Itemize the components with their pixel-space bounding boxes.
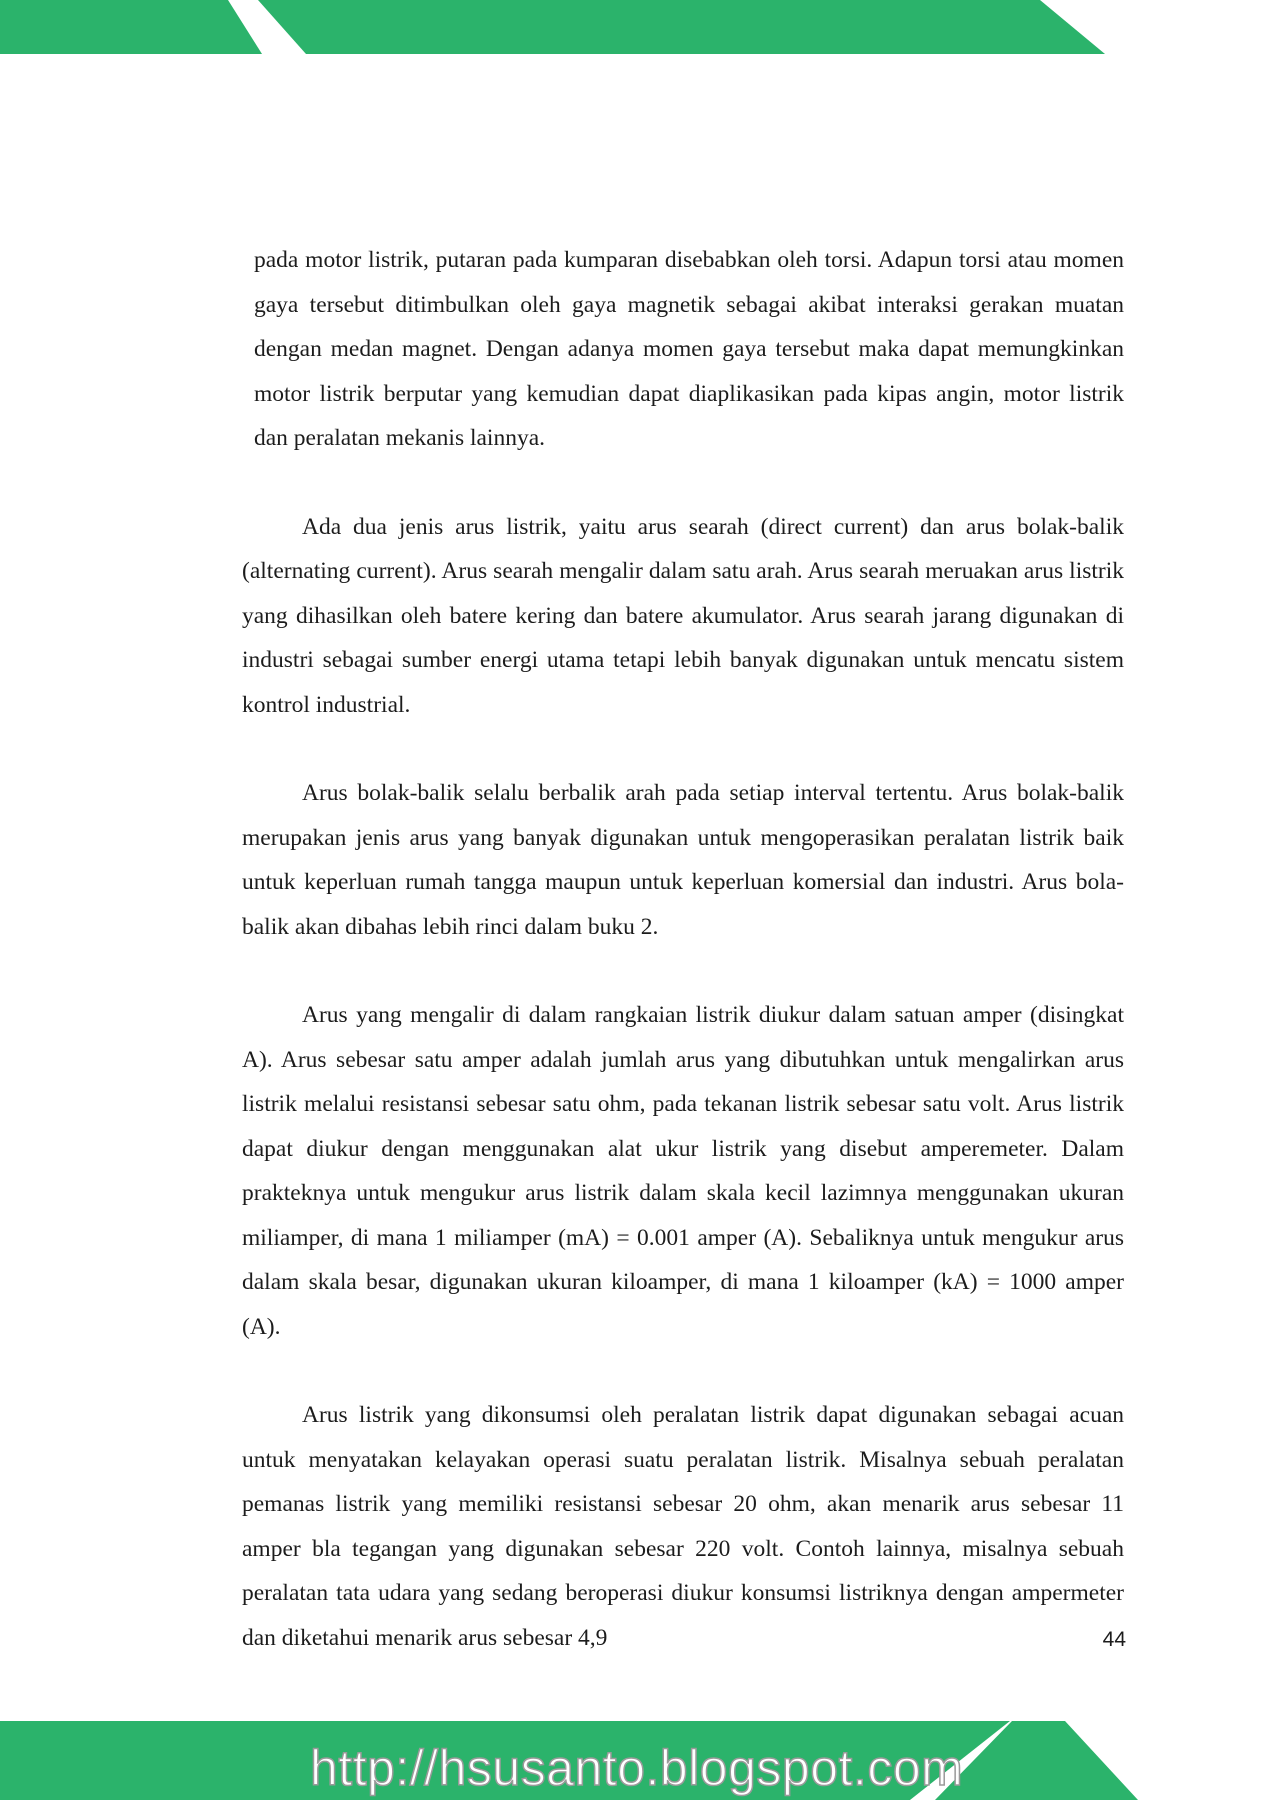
page-number: 44 [1102, 1628, 1126, 1651]
paragraph-satuan-amper: Arus yang mengalir di dalam rangkaian listrik diukur dalam satuan amper (disingkat A). Arus sebesar satu amper adalah jumlah arus yang dibutuhkan untuk mengalirkan arus listrik melalui resistansi sebesar satu ohm, pada tekanan listrik sebesar satu volt. Arus listrik dapat diukur dengan menggunakan alat ukur listrik yang disebut amperemeter. Dalam prakteknya untuk mengukur arus listrik dalam skala kecil lazimnya menggunakan ukuran miliamper, di mana 1 miliamper (mA) = 0.001 amper (A). Sebaliknya untuk mengukur arus dalam skala besar, digunakan ukuran kiloamper, di mana 1 kiloamper (kA) = 1000 amper (A). [242, 1002, 1124, 1340]
paragraph-jenis-arus: Ada dua jenis arus listrik, yaitu arus searah (direct current) dan arus bolak-balik (alternating current). Arus searah mengalir dalam satu arah. Arus searah meruakan arus listrik yang dihasilkan oleh batere kering dan batere akumulator. Arus searah jarang digunakan di industri sebagai sumber energi utama tetapi lebih banyak digunakan untuk mencatu sistem kontrol industrial. [242, 513, 1124, 718]
header-green-band [0, 0, 1272, 60]
watermark-url: http://hsusanto.blogspot.com [310, 1740, 964, 1796]
paragraph-motor-torsi: pada motor listrik, putaran pada kumparan disebabkan oleh torsi. Adapun torsi atau momen gaya tersebut ditimbulkan oleh gaya magnetik sebagai akibat interaksi gerakan muatan dengan medan magnet. Dengan adanya momen gaya tersebut maka dapat memungkinkan motor listrik berputar yang kemudian dapat diaplikasikan pada kipas angin, motor listrik dan peralatan mekanis lainnya. [254, 247, 1124, 451]
paragraph-konsumsi-arus: Arus listrik yang dikonsumsi oleh peralatan listrik dapat digunakan sebagai acuan untuk menyatakan kelayakan operasi suatu peralatan listrik. Misalnya sebuah peralatan pemanas listrik yang memiliki resistansi sebesar 20 ohm, akan menarik arus sebesar 11 amper bla tegangan yang digunakan sebesar 220 volt. Contoh lainnya, misalnya sebuah peralatan tata udara yang sedang beroperasi diukur konsumsi listriknya dengan ampermeter dan diketahui menarik arus sebesar 4,9 [242, 1402, 1124, 1651]
document-body [242, 238, 1124, 1704]
paragraph-arus-bolak-balik: Arus bolak-balik selalu berbalik arah pada setiap interval tertentu. Arus bolak-balik merupakan jenis arus yang banyak digunakan untuk mengoperasikan peralatan listrik baik untuk keperluan rumah tangga maupun untuk keperluan komersial dan industri. Arus bola-balik akan dibahas lebih rinci dalam buku 2. [242, 780, 1124, 940]
